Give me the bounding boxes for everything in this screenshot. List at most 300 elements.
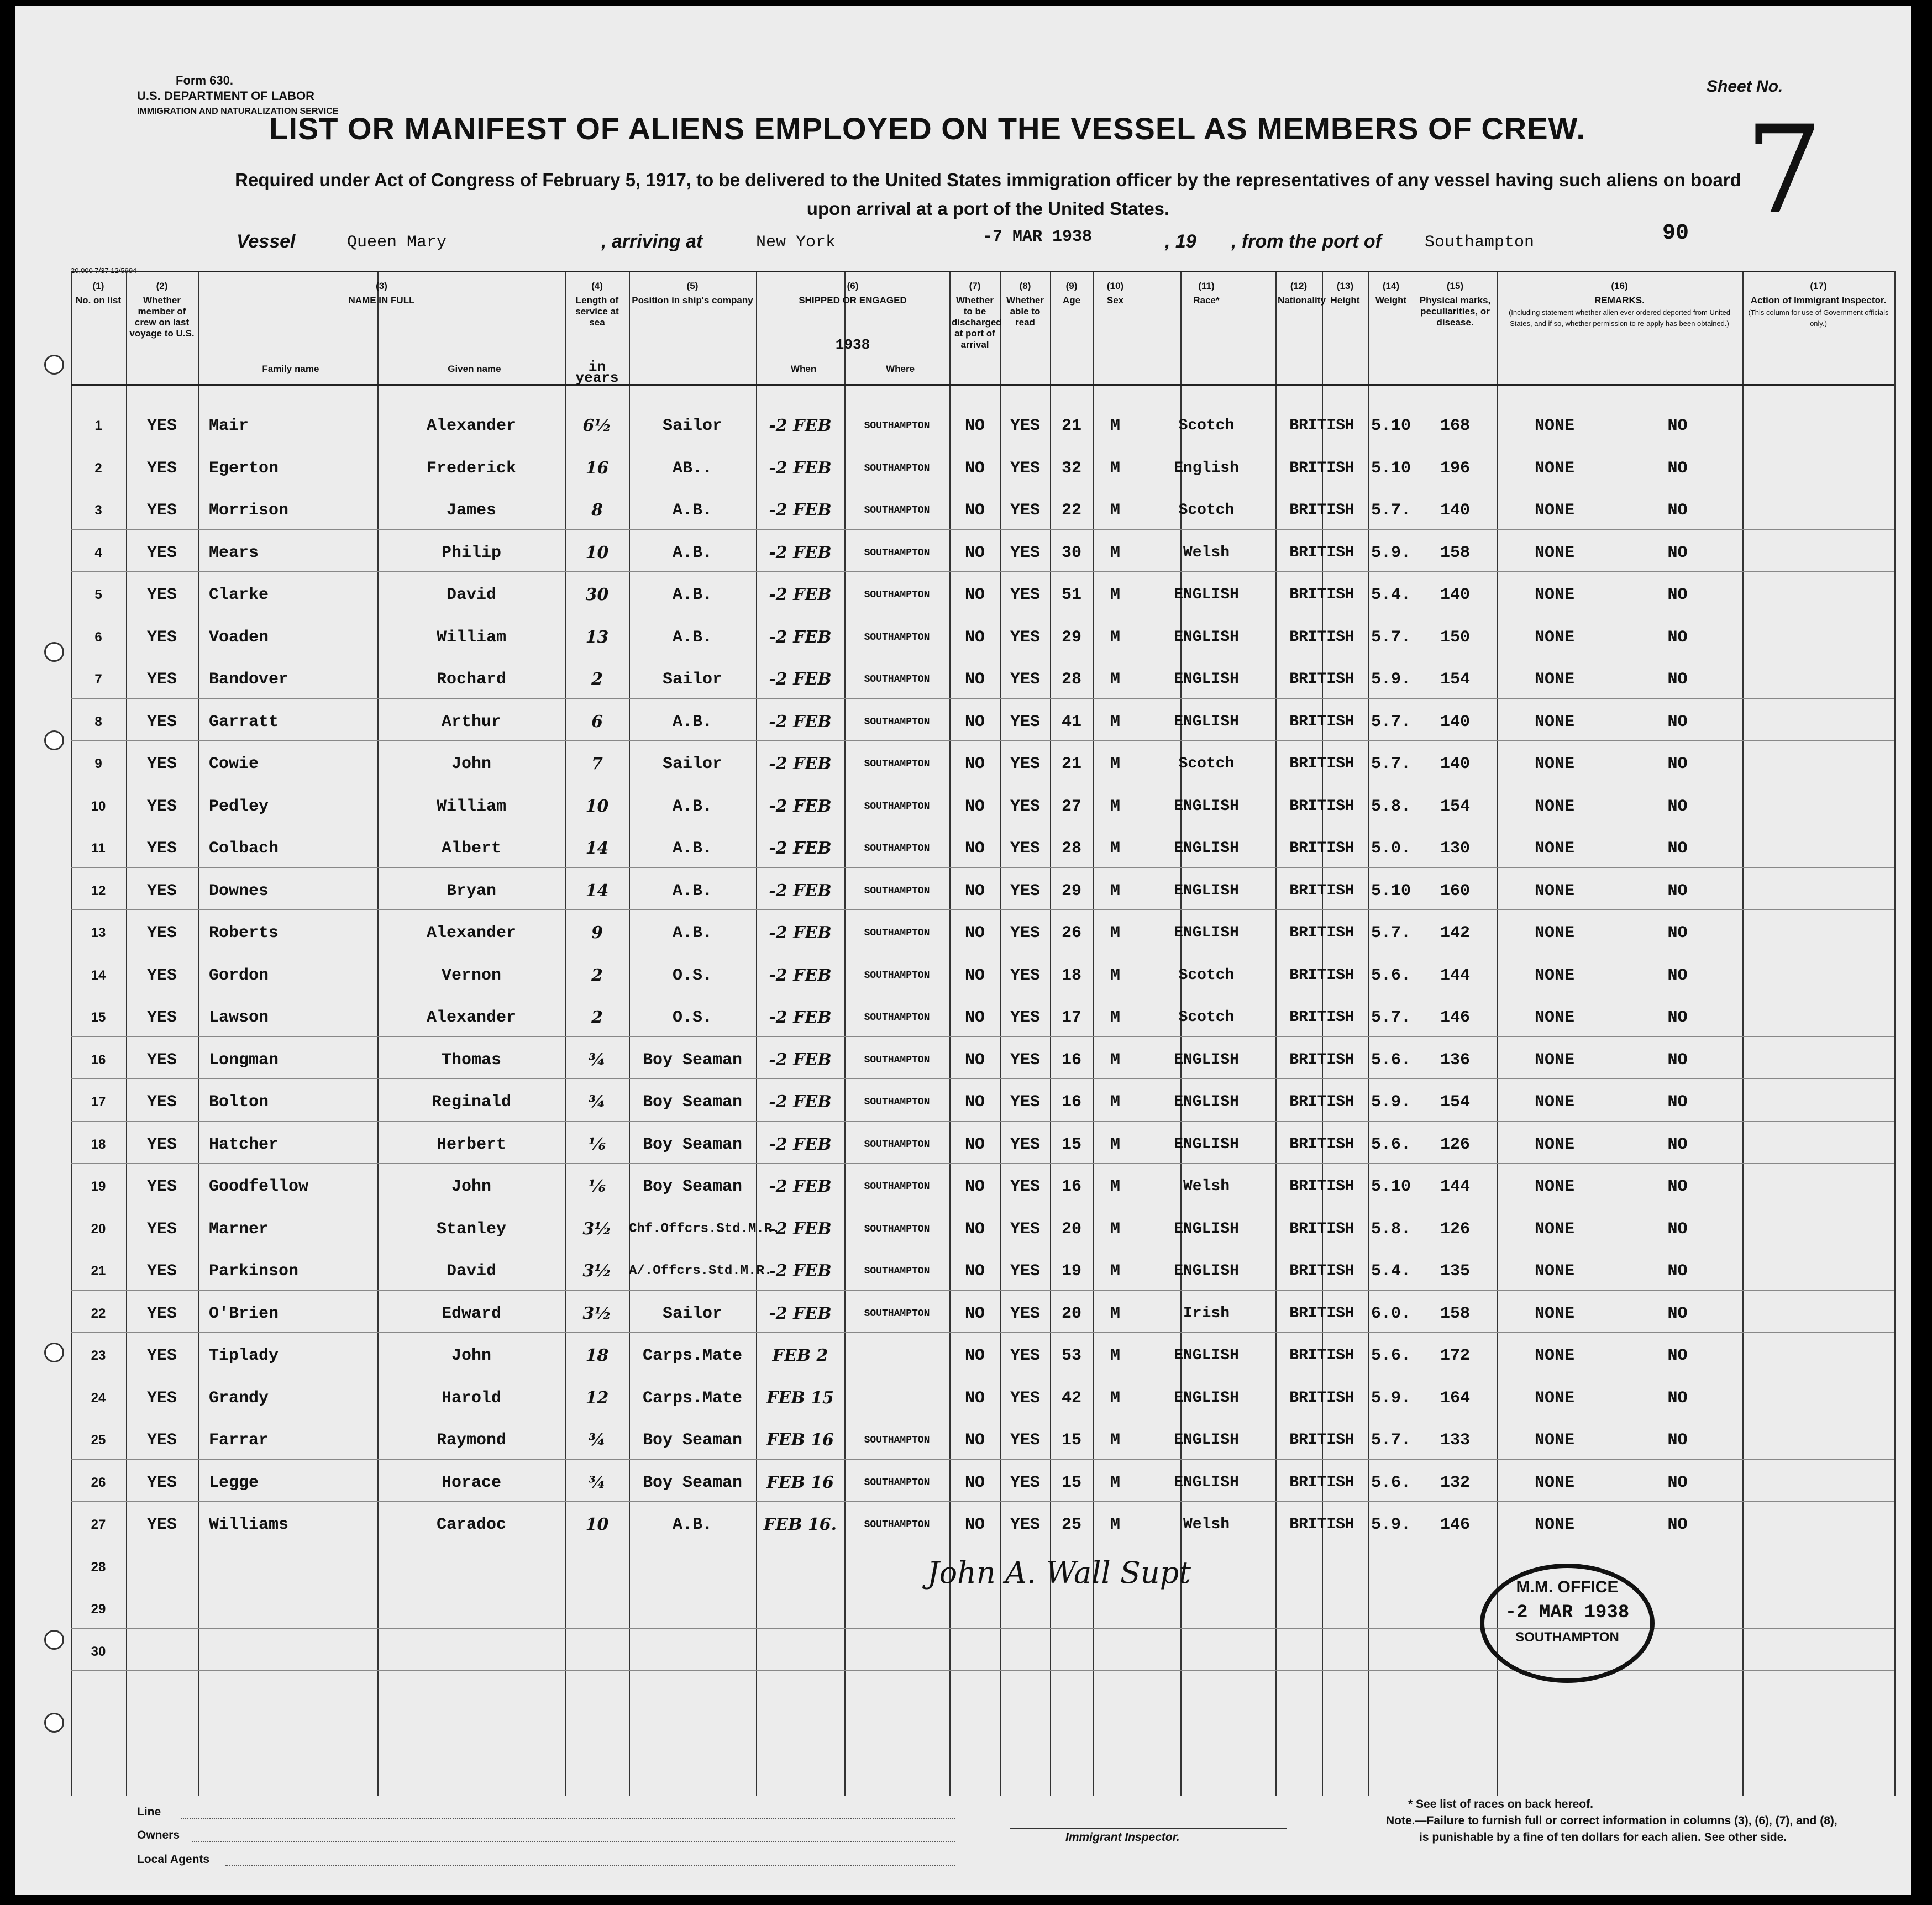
cell-height: 5.9.	[1371, 1515, 1411, 1534]
cell-family: Gordon	[209, 966, 269, 985]
voyage-line	[237, 221, 1689, 257]
column-label: Physical marks, peculiarities, or disease.	[1419, 295, 1491, 328]
cell-n: 16	[91, 1052, 106, 1067]
cell-height: 5.10	[1371, 417, 1411, 435]
cell-weight: 144	[1440, 966, 1470, 985]
cell-when: -2 FEB	[769, 1050, 832, 1070]
cell-given: Thomas	[441, 1050, 502, 1070]
cell-n: 29	[91, 1602, 106, 1617]
cell-n: 15	[91, 1010, 106, 1025]
cell-age: 25	[1061, 1515, 1082, 1534]
cell-remarks: NO	[1667, 1431, 1688, 1450]
column-subheader: When	[790, 364, 817, 374]
cell-race: ENGLISH	[1174, 1051, 1239, 1069]
cell-remarks: NO	[1667, 1093, 1688, 1112]
cell-remarks: NO	[1667, 1219, 1688, 1239]
cell-n: 4	[95, 545, 102, 560]
cell-read: YES	[1010, 924, 1040, 943]
cell-when: -2 FEB	[769, 585, 832, 604]
cell-height: 5.7.	[1371, 1008, 1411, 1027]
cell-remarks: NO	[1667, 1135, 1688, 1154]
cell-last: YES	[146, 1515, 177, 1534]
cell-discharged: NO	[964, 924, 985, 943]
cell-discharged: NO	[964, 1346, 985, 1365]
cell-height: 5.7.	[1371, 628, 1411, 647]
cell-n: 2	[95, 460, 102, 476]
cell-height: 5.7.	[1371, 712, 1411, 732]
cell-given: Raymond	[436, 1431, 507, 1450]
cell-race: Scotch	[1178, 502, 1235, 519]
cell-age: 42	[1061, 1388, 1082, 1408]
cell-last: YES	[146, 459, 177, 478]
column-header	[1414, 281, 1497, 328]
cell-family: Garratt	[209, 712, 279, 732]
cell-family: Williams	[209, 1515, 289, 1534]
cell-race: Welsh	[1183, 1178, 1230, 1195]
column-label: NAME IN FULL	[348, 295, 415, 306]
cell-read: YES	[1010, 670, 1040, 689]
column-label: Whether member of crew on last voyage to U.S.	[129, 295, 195, 339]
cell-height: 5.4.	[1371, 586, 1411, 604]
column-header	[565, 281, 629, 386]
column-rule	[377, 271, 379, 1796]
cell-given: Alexander	[426, 417, 517, 435]
cell-height: 5.10	[1371, 459, 1411, 478]
cell-given: Reginald	[431, 1093, 512, 1112]
cell-read: YES	[1010, 881, 1040, 901]
cell-given: John	[451, 755, 491, 773]
cell-height: 5.4.	[1371, 1262, 1411, 1281]
cell-remarks: NO	[1667, 839, 1688, 858]
cell-given: Arthur	[441, 712, 502, 732]
cell-service: ⅙	[588, 1177, 606, 1196]
binder-hole	[44, 1343, 64, 1362]
cell-n: 19	[91, 1179, 106, 1194]
cell-last: YES	[146, 628, 177, 647]
cell-n: 3	[95, 503, 102, 518]
cell-when: -2 FEB	[769, 839, 832, 858]
cell-remarks: NO	[1667, 966, 1688, 985]
cell-family: Parkinson	[209, 1262, 299, 1281]
column-header	[1137, 281, 1275, 306]
cell-marks: NONE	[1534, 459, 1574, 478]
cell-height: 6.0.	[1371, 1304, 1411, 1323]
cell-marks: NONE	[1534, 1050, 1574, 1070]
column-header	[949, 281, 1000, 350]
cell-given: Philip	[441, 543, 502, 562]
cell-discharged: NO	[964, 1515, 985, 1534]
cell-given: John	[451, 1346, 491, 1365]
cell-last: YES	[146, 543, 177, 562]
column-label: Nationality	[1278, 295, 1326, 306]
cell-given: Alexander	[426, 924, 517, 943]
cell-height: 5.9.	[1371, 670, 1411, 689]
cell-given: William	[436, 797, 507, 816]
cell-read: YES	[1010, 628, 1040, 647]
cell-nat: BRITISH	[1289, 713, 1355, 730]
cell-n: 25	[91, 1433, 106, 1448]
cell-remarks: NO	[1667, 881, 1688, 901]
cell-position: Sailor	[662, 1304, 723, 1323]
cell-last: YES	[146, 1177, 177, 1196]
cell-position: Carps.Mate	[642, 1388, 743, 1408]
column-subheaders	[756, 364, 949, 375]
cell-weight: 135	[1440, 1262, 1470, 1281]
cell-read: YES	[1010, 501, 1040, 520]
cell-n: 10	[91, 798, 106, 814]
column-header	[1322, 281, 1368, 306]
column-number: (17)	[1810, 281, 1827, 291]
cell-n: 27	[91, 1517, 106, 1532]
cell-remarks: NO	[1667, 1262, 1688, 1281]
column-header	[71, 281, 126, 306]
row-rule	[71, 698, 1894, 699]
cell-service: 10	[585, 796, 609, 816]
owners-label: Owners	[137, 1829, 180, 1841]
cell-position: O.S.	[672, 966, 712, 985]
page-title: LIST OR MANIFEST OF ALIENS EMPLOYED ON THE VESSEL AS MEMBERS OF CREW.	[269, 111, 1586, 146]
cell-race: ENGLISH	[1174, 882, 1239, 899]
cell-n: 5	[95, 587, 102, 602]
cell-when: -2 FEB	[769, 1219, 832, 1239]
cell-age: 21	[1061, 417, 1082, 435]
cell-race: ENGLISH	[1174, 586, 1239, 603]
cell-sex: M	[1110, 459, 1120, 478]
cell-age: 26	[1061, 924, 1082, 943]
cell-position: Carps.Mate	[642, 1346, 743, 1365]
cell-height: 5.7.	[1371, 501, 1411, 520]
column-header	[1050, 281, 1093, 306]
cell-remarks: NO	[1667, 1177, 1688, 1196]
cell-discharged: NO	[964, 1008, 985, 1027]
cell-service: 9	[591, 923, 603, 943]
cell-height: 5.6.	[1371, 1135, 1411, 1154]
cell-remarks: NO	[1667, 628, 1688, 647]
cell-sex: M	[1110, 1219, 1120, 1239]
cell-discharged: NO	[964, 1473, 985, 1492]
cell-marks: NONE	[1534, 712, 1574, 732]
column-header	[1093, 281, 1137, 306]
cell-weight: 144	[1440, 1177, 1470, 1196]
cell-age: 20	[1061, 1219, 1082, 1239]
cell-given: William	[436, 628, 507, 647]
cell-service: ¾	[588, 1430, 606, 1450]
cell-race: ENGLISH	[1174, 628, 1239, 646]
column-header	[629, 281, 756, 306]
form-line: IMMIGRATION AND NATURALIZATION SERVICE	[137, 107, 339, 116]
cell-position: Sailor	[662, 417, 723, 435]
cell-marks: NONE	[1534, 1431, 1574, 1450]
cell-service: 7	[591, 754, 603, 773]
cell-remarks: NO	[1667, 797, 1688, 816]
cell-age: 32	[1061, 459, 1082, 478]
cell-weight: 136	[1440, 1050, 1470, 1070]
cell-n: 28	[91, 1559, 106, 1575]
cell-sex: M	[1110, 712, 1120, 732]
cell-where: SOUTHAMPTON	[864, 674, 930, 685]
cell-race: ENGLISH	[1174, 1347, 1239, 1364]
cell-marks: NONE	[1534, 1135, 1574, 1154]
cell-weight: 146	[1440, 1008, 1470, 1027]
column-subheader: Given name	[448, 364, 501, 374]
cell-discharged: NO	[964, 1135, 985, 1154]
cell-race: ENGLISH	[1174, 1262, 1239, 1280]
cell-height: 5.0.	[1371, 839, 1411, 858]
form-line: U.S. DEPARTMENT OF LABOR	[137, 89, 315, 103]
cell-weight: 196	[1440, 459, 1470, 478]
fine-note-2: is punishable by a fine of ten dollars for each alien. See other side.	[1419, 1831, 1787, 1844]
cell-sex: M	[1110, 1050, 1120, 1070]
cell-discharged: NO	[964, 755, 985, 773]
cell-n: 23	[91, 1348, 106, 1363]
cell-last: YES	[146, 1008, 177, 1027]
row-rule	[71, 1290, 1894, 1291]
cell-last: YES	[146, 1388, 177, 1408]
cell-marks: NONE	[1534, 1008, 1574, 1027]
cell-when: -2 FEB	[769, 458, 832, 478]
cell-marks: NONE	[1534, 1177, 1574, 1196]
cell-nat: BRITISH	[1289, 1220, 1355, 1238]
cell-when: -2 FEB	[769, 416, 832, 435]
cell-read: YES	[1010, 712, 1040, 732]
cell-position: A/.Offcrs.Std.M.R.	[629, 1264, 773, 1278]
page-count: 90	[1662, 221, 1689, 246]
column-label: Weight	[1375, 295, 1407, 306]
cell-where: SOUTHAMPTON	[864, 885, 930, 897]
page-subtitle: Required under Act of Congress of February 5, 1917, to be delivered to the United States immigration officer by the representatives of any vessel having such aliens on board upon arrival at a port of the United States.	[235, 170, 1741, 219]
column-number: (13)	[1336, 281, 1354, 291]
row-rule	[71, 909, 1894, 910]
cell-family: Mears	[209, 543, 259, 562]
column-number: (2)	[156, 281, 168, 291]
cell-when: FEB 15	[767, 1388, 834, 1408]
column-rule	[844, 271, 846, 1796]
cell-marks: NONE	[1534, 1473, 1574, 1492]
cell-weight: 140	[1440, 586, 1470, 604]
cell-n: 24	[91, 1390, 106, 1406]
cell-age: 41	[1061, 712, 1082, 732]
cell-height: 5.6.	[1371, 1346, 1411, 1365]
cell-age: 21	[1061, 755, 1082, 773]
column-rule	[1742, 271, 1744, 1796]
cell-marks: NONE	[1534, 1262, 1574, 1281]
cell-last: YES	[146, 1093, 177, 1112]
cell-sex: M	[1110, 628, 1120, 647]
cell-height: 5.6.	[1371, 1050, 1411, 1070]
cell-discharged: NO	[964, 966, 985, 985]
cell-race: ENGLISH	[1174, 797, 1239, 815]
cell-race: ENGLISH	[1174, 924, 1239, 941]
cell-nat: BRITISH	[1289, 1347, 1355, 1364]
cell-family: Marner	[209, 1219, 269, 1239]
cell-discharged: NO	[964, 586, 985, 604]
cell-sex: M	[1110, 1177, 1120, 1196]
cell-weight: 158	[1440, 543, 1470, 562]
cell-where: SOUTHAMPTON	[864, 505, 930, 516]
cell-given: John	[451, 1177, 491, 1196]
column-rule	[1497, 271, 1498, 1796]
cell-where: SOUTHAMPTON	[864, 632, 930, 643]
cell-position: Boy Seaman	[642, 1473, 743, 1492]
cell-given: Horace	[441, 1473, 502, 1492]
cell-age: 17	[1061, 1008, 1082, 1027]
cell-read: YES	[1010, 1346, 1040, 1365]
binder-hole	[44, 1713, 64, 1733]
cell-weight: 140	[1440, 712, 1470, 732]
cell-when: -2 FEB	[769, 796, 832, 816]
cell-when: FEB 16	[767, 1472, 834, 1492]
cell-last: YES	[146, 1473, 177, 1492]
cell-age: 19	[1061, 1262, 1082, 1281]
races-note: * See list of races on back hereof.	[1408, 1798, 1593, 1811]
column-number: (14)	[1382, 281, 1400, 291]
cell-sex: M	[1110, 1008, 1120, 1027]
cell-position: A.B.	[672, 586, 712, 604]
cell-nat: BRITISH	[1289, 1304, 1355, 1322]
fine-note-1: Note.—Failure to furnish full or correct information in columns (3), (6), (7), and (8),	[1386, 1814, 1838, 1827]
cell-given: Frederick	[426, 459, 517, 478]
arriving-label: , arriving at	[601, 231, 703, 252]
cell-sex: M	[1110, 501, 1120, 520]
cell-age: 30	[1061, 543, 1082, 562]
cell-where: SOUTHAMPTON	[864, 420, 930, 431]
cell-where: SOUTHAMPTON	[864, 716, 930, 728]
cell-service: 14	[585, 839, 609, 858]
column-rule	[126, 271, 127, 1796]
cell-height: 5.7.	[1371, 1431, 1411, 1450]
column-subheader: Family name	[262, 364, 319, 374]
cell-when: -2 FEB	[769, 1261, 832, 1281]
cell-last: YES	[146, 881, 177, 901]
cell-sex: M	[1110, 839, 1120, 858]
cell-height: 5.9.	[1371, 1093, 1411, 1112]
cell-where: SOUTHAMPTON	[864, 1054, 930, 1066]
column-number: (10)	[1106, 281, 1124, 291]
cell-marks: NONE	[1534, 543, 1574, 562]
cell-height: 5.6.	[1371, 966, 1411, 985]
cell-where: SOUTHAMPTON	[864, 1477, 930, 1488]
cell-family: Goodfellow	[209, 1177, 309, 1196]
column-label: SHIPPED OR ENGAGED	[799, 295, 907, 306]
cell-height: 5.7.	[1371, 924, 1411, 943]
cell-family: Longman	[209, 1050, 279, 1070]
cell-where: SOUTHAMPTON	[864, 1435, 930, 1446]
column-label: No. on list	[75, 295, 122, 306]
cell-position: Boy Seaman	[642, 1431, 743, 1450]
cell-weight: 140	[1440, 755, 1470, 773]
cell-family: Hatcher	[209, 1135, 279, 1154]
cell-remarks: NO	[1667, 1050, 1688, 1070]
cell-n: 17	[91, 1094, 106, 1109]
cell-family: Grandy	[209, 1388, 269, 1408]
cell-marks: NONE	[1534, 1515, 1574, 1534]
cell-discharged: NO	[964, 881, 985, 901]
cell-family: Voaden	[209, 628, 269, 647]
cell-weight: 172	[1440, 1346, 1470, 1365]
cell-family: Cowie	[209, 755, 259, 773]
row-rule	[71, 1459, 1894, 1460]
cell-where: SOUTHAMPTON	[864, 1266, 930, 1277]
cell-position: Boy Seaman	[642, 1135, 743, 1154]
cell-height: 5.6.	[1371, 1473, 1411, 1492]
cell-age: 28	[1061, 839, 1082, 858]
cell-position: Sailor	[662, 755, 723, 773]
cell-when: -2 FEB	[769, 923, 832, 943]
cell-given: James	[446, 501, 496, 520]
cell-remarks: NO	[1667, 1346, 1688, 1365]
cell-remarks: NO	[1667, 1008, 1688, 1027]
cell-when: -2 FEB	[769, 627, 832, 647]
cell-discharged: NO	[964, 1177, 985, 1196]
cell-height: 5.9.	[1371, 1388, 1411, 1408]
cell-race: Scotch	[1178, 1009, 1235, 1026]
column-rule	[1275, 271, 1277, 1796]
cell-when: -2 FEB	[769, 1134, 832, 1154]
cell-family: Downes	[209, 881, 269, 901]
cell-race: ENGLISH	[1174, 713, 1239, 730]
cell-family: Roberts	[209, 924, 279, 943]
cell-last: YES	[146, 501, 177, 520]
cell-last: YES	[146, 1304, 177, 1323]
cell-when: -2 FEB	[769, 881, 832, 901]
cell-given: Albert	[441, 839, 502, 858]
cell-sex: M	[1110, 881, 1120, 901]
cell-discharged: NO	[964, 1304, 985, 1323]
cell-last: YES	[146, 712, 177, 732]
cell-race: Scotch	[1178, 755, 1235, 772]
cell-nat: BRITISH	[1289, 586, 1355, 603]
cell-n: 11	[91, 841, 106, 856]
cell-discharged: NO	[964, 501, 985, 520]
cell-where: SOUTHAMPTON	[864, 1139, 930, 1150]
cell-sex: M	[1110, 1515, 1120, 1534]
cell-service: 3½	[582, 1303, 612, 1323]
cell-nat: BRITISH	[1289, 502, 1355, 519]
cell-service: 10	[585, 1515, 609, 1534]
cell-when: -2 FEB	[769, 965, 832, 985]
cell-when: -2 FEB	[769, 1008, 832, 1027]
cell-where: SOUTHAMPTON	[864, 462, 930, 474]
cell-when: FEB 16	[767, 1430, 834, 1450]
cell-age: 16	[1061, 1093, 1082, 1112]
year-label: , 19	[1165, 231, 1196, 252]
cell-n: 30	[91, 1644, 106, 1659]
cell-given: Stanley	[436, 1219, 507, 1239]
column-subheader: Where	[886, 364, 915, 374]
cell-position: AB..	[672, 459, 712, 478]
cell-nat: BRITISH	[1289, 1474, 1355, 1491]
cell-given: David	[446, 1262, 496, 1281]
cell-where: SOUTHAMPTON	[864, 843, 930, 854]
cell-weight: 154	[1440, 1093, 1470, 1112]
cell-where: SOUTHAMPTON	[864, 1308, 930, 1319]
cell-weight: 142	[1440, 924, 1470, 943]
cell-family: Lawson	[209, 1008, 269, 1027]
sheet-label: Sheet No.	[1707, 77, 1783, 96]
row-rule	[71, 1121, 1894, 1122]
line-label: Line	[137, 1806, 161, 1818]
cell-given: Harold	[441, 1388, 502, 1408]
cell-family: Pedley	[209, 797, 269, 816]
column-header	[1000, 281, 1050, 328]
cell-position: A.B.	[672, 924, 712, 943]
cell-discharged: NO	[964, 712, 985, 732]
cell-position: O.S.	[672, 1008, 712, 1027]
cell-family: Tiplady	[209, 1346, 279, 1365]
cell-nat: BRITISH	[1289, 628, 1355, 646]
cell-race: ENGLISH	[1174, 1093, 1239, 1111]
cell-family: Legge	[209, 1473, 259, 1492]
